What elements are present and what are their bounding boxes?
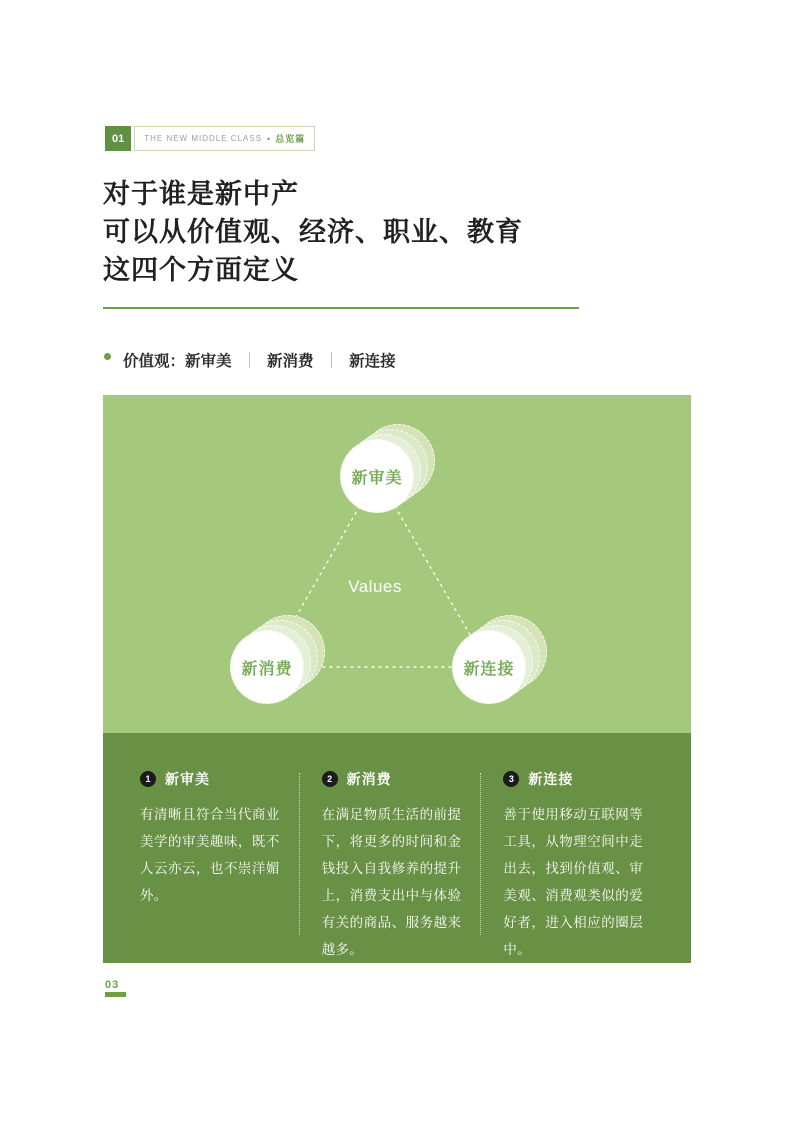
legend-item-aesthetics: 新审美 xyxy=(185,353,232,370)
definition-title: 新审美 xyxy=(165,771,210,787)
definition-body: 在满足物质生活的前提下，将更多的时间和金钱投入自我修养的提升上，消费支出中与体验有关的商品、服务越来越多。 xyxy=(321,807,462,957)
legend-separator: ｜ xyxy=(244,353,254,370)
definition-title: 新连接 xyxy=(528,771,574,787)
bullet-dot-icon xyxy=(104,353,111,360)
page-title xyxy=(103,175,523,289)
chapter-title-en: THE NEW MIDDLE CLASS xyxy=(144,134,263,143)
node-label: 新消费 xyxy=(241,660,293,678)
definition-columns xyxy=(103,733,691,963)
diagram-node-consumption xyxy=(230,630,304,704)
definition-number-badge: 3 xyxy=(503,771,519,787)
diagram-center-label: Values xyxy=(348,577,402,596)
chapter-title-box xyxy=(134,126,315,151)
section-badge xyxy=(105,126,315,151)
definition-header xyxy=(140,769,280,789)
definition-column-connection xyxy=(481,769,663,963)
chapter-title-separator-dot: • xyxy=(267,133,271,144)
legend-item-connection: 新连接 xyxy=(349,353,396,370)
definition-column-aesthetics xyxy=(140,769,300,963)
legend-label: 价值观： xyxy=(123,353,186,370)
node-circle xyxy=(452,630,526,704)
node-circle xyxy=(340,439,414,513)
legend-separator: ｜ xyxy=(326,353,336,370)
page-title-line-2: 可以从价值观、经济、职业、教育 xyxy=(103,217,523,247)
definition-column-consumption xyxy=(300,769,482,963)
page-number-text: 03 xyxy=(105,979,120,991)
chapter-title-cn: 总览篇 xyxy=(275,134,306,144)
definition-header xyxy=(322,769,462,789)
page-number xyxy=(105,979,126,997)
page-number-bar xyxy=(105,992,126,997)
definition-number-badge: 1 xyxy=(140,771,156,787)
definition-body: 善于使用移动互联网等工具，从物理空间中走出去，找到价值观、审美观、消费观类似的爱好者，进入相应的圈层中。 xyxy=(503,807,644,957)
legend-item-consumption: 新消费 xyxy=(267,353,314,370)
chapter-number-badge: 01 xyxy=(105,126,131,151)
definitions-panel xyxy=(103,733,691,963)
values-diagram xyxy=(103,395,691,733)
diagram-node-connection xyxy=(452,630,526,704)
page-title-line-1: 对于谁是新中产 xyxy=(103,179,299,209)
page-title-line-3: 这四个方面定义 xyxy=(103,255,299,285)
node-label: 新连接 xyxy=(463,660,515,678)
definition-body: 有清晰且符合当代商业美学的审美趣味，既不人云亦云，也不崇洋媚外。 xyxy=(140,807,280,903)
values-legend xyxy=(104,349,396,371)
definition-number-badge: 2 xyxy=(322,771,338,787)
node-label: 新审美 xyxy=(351,469,403,487)
values-panel xyxy=(103,395,691,963)
definition-title: 新消费 xyxy=(346,771,392,787)
divider-rule xyxy=(103,307,579,309)
node-circle xyxy=(230,630,304,704)
diagram-node-aesthetics xyxy=(340,439,414,513)
definition-header xyxy=(503,769,643,789)
